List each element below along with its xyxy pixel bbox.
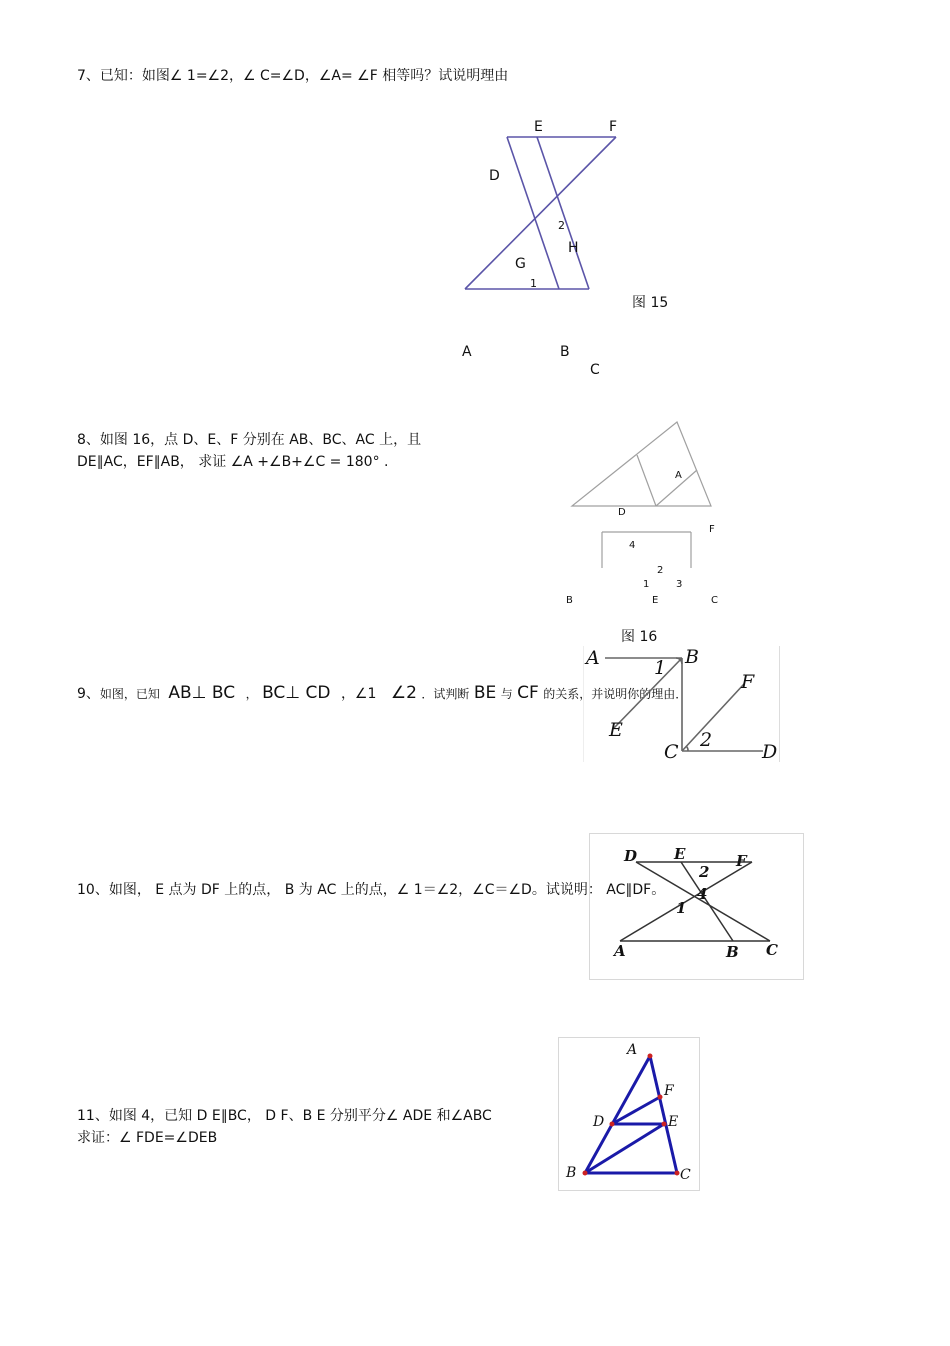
q7-label-g: G — [515, 256, 526, 272]
q8-label-1: 1 — [643, 579, 650, 590]
q9-label-c: C — [664, 741, 679, 763]
q10-text: 10、如图， E 点为 DF 上的点， B 为 AC 上的点，∠ 1＝∠2，∠C＝∠D。试说明： AC∥DF。 — [77, 882, 666, 898]
q10-label-1: 1 — [676, 899, 687, 917]
q9-label-a: A — [586, 647, 600, 669]
q10-label-b: B — [726, 943, 739, 961]
q11-text-line2: 求证：∠ FDE=∠DEB — [77, 1130, 218, 1146]
q8-label-2: 2 — [657, 565, 664, 576]
q9-part-5: ，∠1 — [340, 686, 377, 702]
q9-part-1: 如图，已知 — [99, 687, 160, 701]
q8-text-line1: 8、如图 16，点 D、E、F 分别在 AB、BC、AC 上，且 — [77, 432, 422, 448]
q10-label-f: F — [736, 852, 747, 870]
q8-label-f: F — [709, 524, 715, 535]
q9-label-b: B — [685, 646, 699, 668]
q11-point-e — [662, 1122, 667, 1127]
q7-label-c: C — [590, 362, 600, 378]
q7-label-2: 2 — [558, 219, 565, 232]
q9-label-e: E — [609, 719, 623, 741]
q11-point-a — [648, 1054, 653, 1059]
q8-label-4: 4 — [629, 540, 636, 551]
q11-text-line1: 11、如图 4，已知 D E∥BC， D F、B E 分别平分∠ ADE 和∠ABC — [77, 1108, 492, 1124]
q7-label-1: 1 — [530, 277, 537, 290]
q7-label-b: B — [560, 344, 570, 360]
q9-part-6: ∠2 — [390, 683, 417, 703]
q10-label-d: D — [624, 847, 638, 865]
q9-part-4: BC⊥ CD — [262, 683, 331, 703]
q7-label-h: H — [568, 240, 579, 256]
q8-caption: 图 16 — [621, 629, 658, 645]
q8-label-3: 3 — [676, 579, 683, 590]
q9-part-2: AB⊥ BC — [168, 683, 236, 703]
q7-label-f: F — [609, 119, 618, 135]
q8-label-e: E — [652, 595, 659, 606]
q10-label-2: 2 — [699, 863, 710, 881]
q9-part-8: BE — [473, 683, 497, 703]
q11-point-c — [675, 1171, 680, 1176]
q10-label-c: C — [766, 941, 778, 959]
q8-label-c: C — [711, 595, 718, 606]
q10-label-e: E — [674, 845, 686, 863]
q7-label-e: E — [534, 119, 543, 135]
q8-label-b: B — [566, 595, 573, 606]
q11-point-b — [583, 1171, 588, 1176]
q9-part-10: CF — [517, 683, 539, 703]
q11-line-be — [585, 1124, 664, 1173]
q8-label-a: A — [675, 470, 682, 481]
q11-label-d: D — [593, 1114, 605, 1130]
q10-label-4: 4 — [697, 885, 708, 903]
q11-label-b: B — [566, 1165, 577, 1181]
q9-part-9: 与 — [500, 687, 513, 701]
q11-label-c: C — [680, 1167, 691, 1183]
q9-label-d: D — [762, 741, 778, 763]
q11-point-d — [610, 1122, 615, 1127]
q8-label-d: D — [618, 507, 626, 518]
q10-label-a: A — [614, 942, 626, 960]
q9-label-f: F — [741, 671, 755, 693]
q9-label-2: 2 — [700, 729, 713, 751]
q8-text-line2: DE∥AC，EF∥AB， 求证 ∠A +∠B+∠C = 180° . — [77, 454, 389, 470]
q9-label-1: 1 — [654, 657, 667, 679]
q7-text: 7、已知：如图∠ 1=∠2，∠ C=∠D，∠A= ∠F 相等吗？试说明理由 — [77, 68, 509, 84]
q11-label-f: F — [664, 1083, 674, 1099]
q11-point-f — [658, 1095, 663, 1100]
q7-caption: 图 15 — [632, 295, 669, 311]
q11-label-a: A — [627, 1042, 638, 1058]
q11-label-e: E — [668, 1114, 679, 1130]
q9-part-7: ．试判断 — [421, 687, 470, 701]
q9-part-11: 的关系，并说明你的理由． — [543, 687, 688, 701]
q7-label-d: D — [489, 168, 500, 184]
q7-label-a: A — [462, 344, 472, 360]
q9-part-3: ， — [245, 687, 258, 701]
q9-prefix: 9、 — [77, 686, 100, 702]
